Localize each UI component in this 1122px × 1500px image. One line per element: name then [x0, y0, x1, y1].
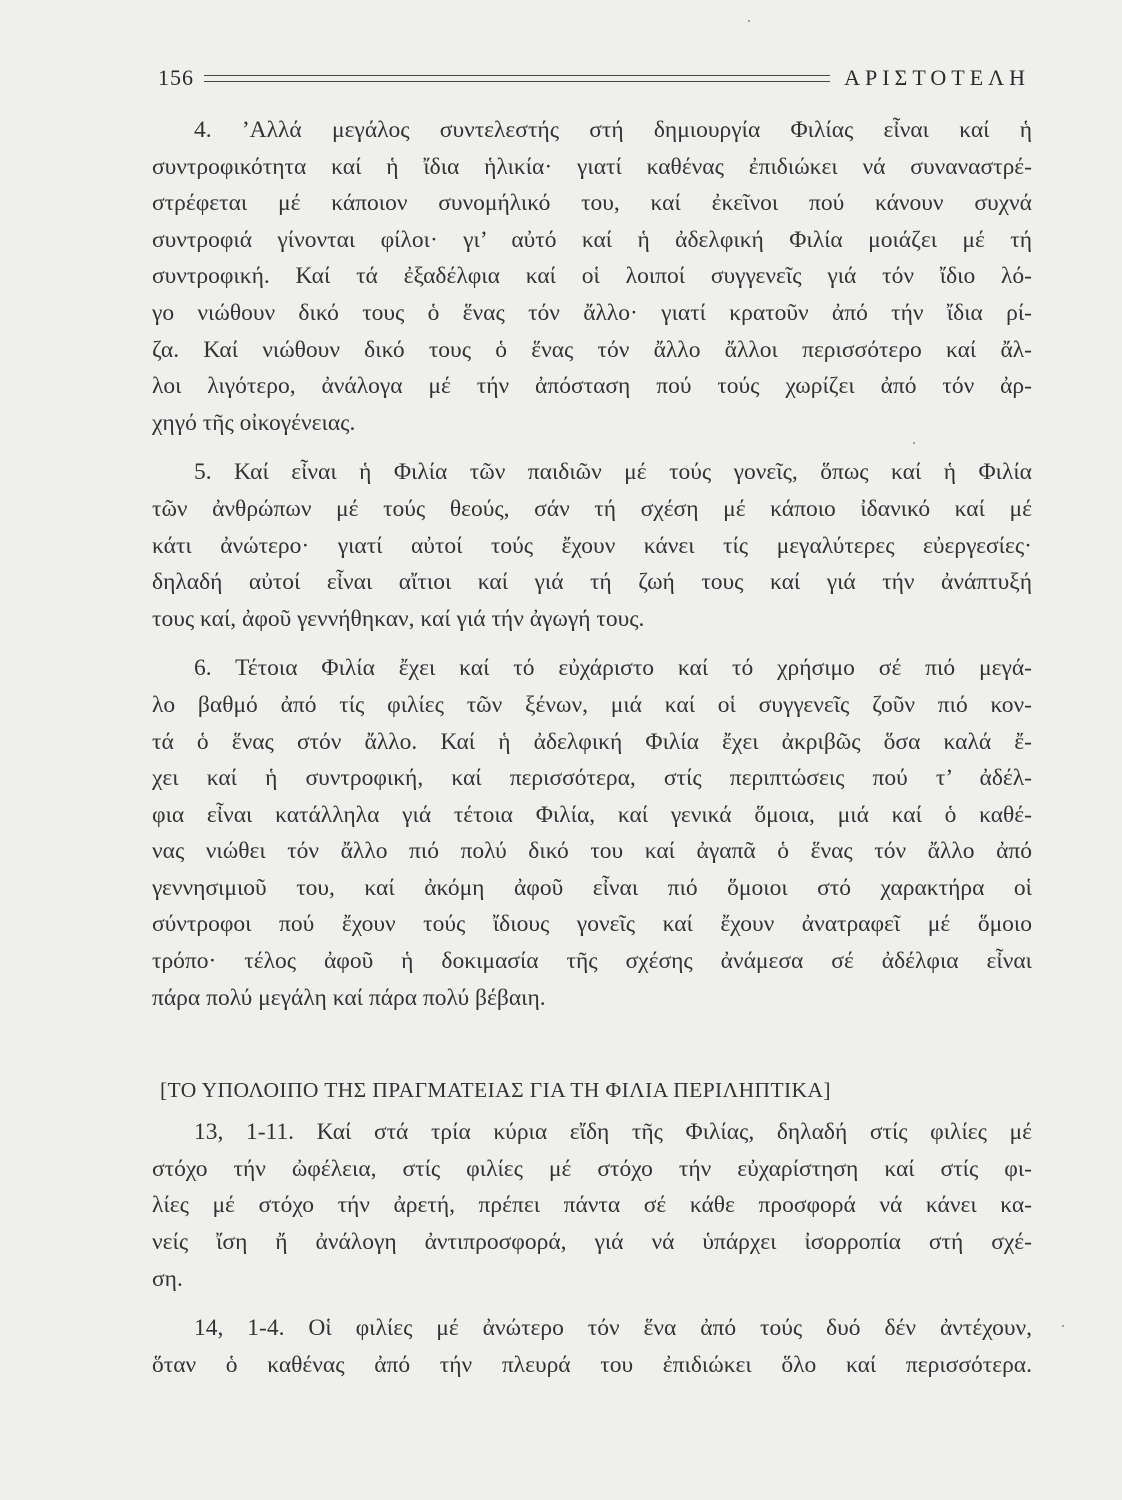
- paper-speck: [748, 20, 750, 22]
- paragraph-6: [152, 650, 1032, 1016]
- section-heading: [ΤΟ ΥΠΟΛΟΙΠΟ ΤΗΣ ΠΡΑΓΜΑΤΕΙΑΣ ΓΙΑ ΤΗ ΦΙΛΙΑ ΠΕΡΙΛΗΠΤΙΚΑ]: [160, 1078, 831, 1103]
- text-line: ζα. Καί νιώθουν δικό τους ὁ ἕνας τόν ἄλλο ἄλλοι περισσότερο καί ἄλ-: [152, 336, 1032, 363]
- text-line: χηγό τῆς οἰκογένειας.: [152, 409, 356, 436]
- paragraph-5: [152, 454, 1032, 637]
- text-line: πάρα πολύ μεγάλη καί πάρα πολύ βέβαιη.: [152, 984, 546, 1011]
- text-line: νείς ἴση ἤ ἀνάλογη ἀντιπροσφορά, γιά νά ὑπάρχει ἰσορροπία στή σχέ-: [152, 1229, 1032, 1256]
- text-line: νας νιώθει τόν ἄλλο πιό πολύ δικό του καί ἀγαπᾶ ὁ ἕνας τόν ἄλλο ἀπό: [152, 838, 1032, 865]
- text-line: τῶν ἀνθρώπων μέ τούς θεούς, σάν τή σχέση μέ κάποιο ἰδανικό καί μέ: [152, 495, 1032, 522]
- text-line: 13, 1-11. Καί στά τρία κύρια εἴδη τῆς Φιλίας, δηλαδή στίς φιλίες μέ: [194, 1119, 1032, 1146]
- text-line: τρόπο· τέλος ἀφοῦ ἡ δοκιμασία τῆς σχέσης ἀνάμεσα σέ ἀδέλφια εἶναι: [152, 948, 1032, 975]
- text-line: 6. Τέτοια Φιλία ἔχει καί τό εὐχάριστο καί τό χρήσιμο σέ πιό μεγά-: [194, 655, 1032, 682]
- text-line: λοι λιγότερο, ἀνάλογα μέ τήν ἀπόσταση πού τούς χωρίζει ἀπό τόν ἀρ-: [152, 373, 1032, 400]
- page-header: [158, 58, 1030, 98]
- text-line: χει καί ἡ συντροφική, καί περισσότερα, στίς περιπτώσεις πού τ’ ἀδέλ-: [152, 765, 1032, 792]
- text-line: συντροφιά γίνονται φίλοι· γι’ αὐτό καί ἡ ἀδελφική Φιλία μοιάζει μέ τή: [152, 226, 1032, 253]
- text-line: 4. ’Αλλά μεγάλος συντελεστής στή δημιουργία Φιλίας εἶναι καί ἡ: [194, 117, 1032, 143]
- text-line: συντροφικότητα καί ἡ ἴδια ἡλικία· γιατί καθένας ἐπιδιώκει νά συναναστρέ-: [152, 153, 1032, 180]
- text-line: κάτι ἀνώτερο· γιατί αὐτοί τούς ἔχουν κάνει τίς μεγαλύτερες εὐεργεσίες·: [152, 532, 1032, 559]
- text-line: δηλαδή αὐτοί εἶναι αἴτιοι καί γιά τή ζωή τους καί γιά τήν ἀνάπτυξή: [152, 569, 1032, 596]
- text-line: σύντροφοι πού ἔχουν τούς ἴδιους γονεῖς καί ἔχουν ἀνατραφεῖ μέ ὅμοιο: [152, 911, 1032, 938]
- text-line: φια εἶναι κατάλληλα γιά τέτοια Φιλία, καί γενικά ὅμοια, μιά καί ὁ καθέ-: [152, 801, 1032, 828]
- text-line: στρέφεται μέ κάποιον συνομήλικό του, καί ἐκεῖνοι πού κάνουν συχνά: [152, 190, 1032, 217]
- text-line: 5. Καί εἶναι ἡ Φιλία τῶν παιδιῶν μέ τούς γονεῖς, ὅπως καί ἡ Φιλία: [194, 459, 1032, 486]
- summary-13: [152, 1114, 1032, 1297]
- text-line: συντροφική. Καί τά ἐξαδέλφια καί οἱ λοιποί συγγενεῖς γιά τόν ἴδιο λό-: [152, 263, 1032, 290]
- text-line: τά ὁ ἕνας στόν ἄλλο. Καί ἡ ἀδελφική Φιλία ἔχει ἀκριβῶς ὅσα καλά ἔ-: [152, 728, 1032, 755]
- page-number: 156: [158, 65, 194, 90]
- text-line: ὅταν ὁ καθένας ἀπό τήν πλευρά του ἐπιδιώκει ὅλο καί περισσότερα.: [152, 1351, 1032, 1378]
- paragraph-4: [152, 112, 1032, 441]
- paper-speck: [913, 442, 915, 444]
- text-line: γεννησιμιοῦ του, καί ἀκόμη ἀφοῦ εἶναι πιό ὅμοιοι στό χαρακτήρα οἱ: [152, 874, 1032, 901]
- paper-speck: [1062, 1325, 1064, 1327]
- main-text: [152, 112, 1032, 1383]
- text-line: ση.: [152, 1265, 183, 1292]
- text-line: 14, 1-4. Οἱ φιλίες μέ ἀνώτερο τόν ἕνα ἀπό τούς δυό δέν ἀντέχουν,: [194, 1315, 1032, 1342]
- summary-14: [152, 1310, 1032, 1383]
- header-rule: [204, 75, 830, 82]
- running-title: ΑΡΙΣΤΟΤΕΛΗ: [844, 65, 1030, 90]
- text-line: λίες μέ στόχο τήν ἀρετή, πρέπει πάντα σέ κάθε προσφορά νά κάνει κα-: [152, 1192, 1032, 1219]
- text-line: στόχο τήν ὠφέλεια, στίς φιλίες μέ στόχο τήν εὐχαρίστηση καί στίς φι-: [152, 1155, 1032, 1182]
- text-line: γο νιώθουν δικό τους ὁ ἕνας τόν ἄλλο· γιατί κρατοῦν ἀπό τήν ἴδια ρί-: [152, 299, 1032, 326]
- text-line: τους καί, ἀφοῦ γεννήθηκαν, καί γιά τήν ἀγωγή τους.: [152, 605, 645, 632]
- text-line: λο βαθμό ἀπό τίς φιλίες τῶν ξένων, μιά καί οἱ συγγενεῖς ζοῦν πιό κον-: [152, 691, 1032, 718]
